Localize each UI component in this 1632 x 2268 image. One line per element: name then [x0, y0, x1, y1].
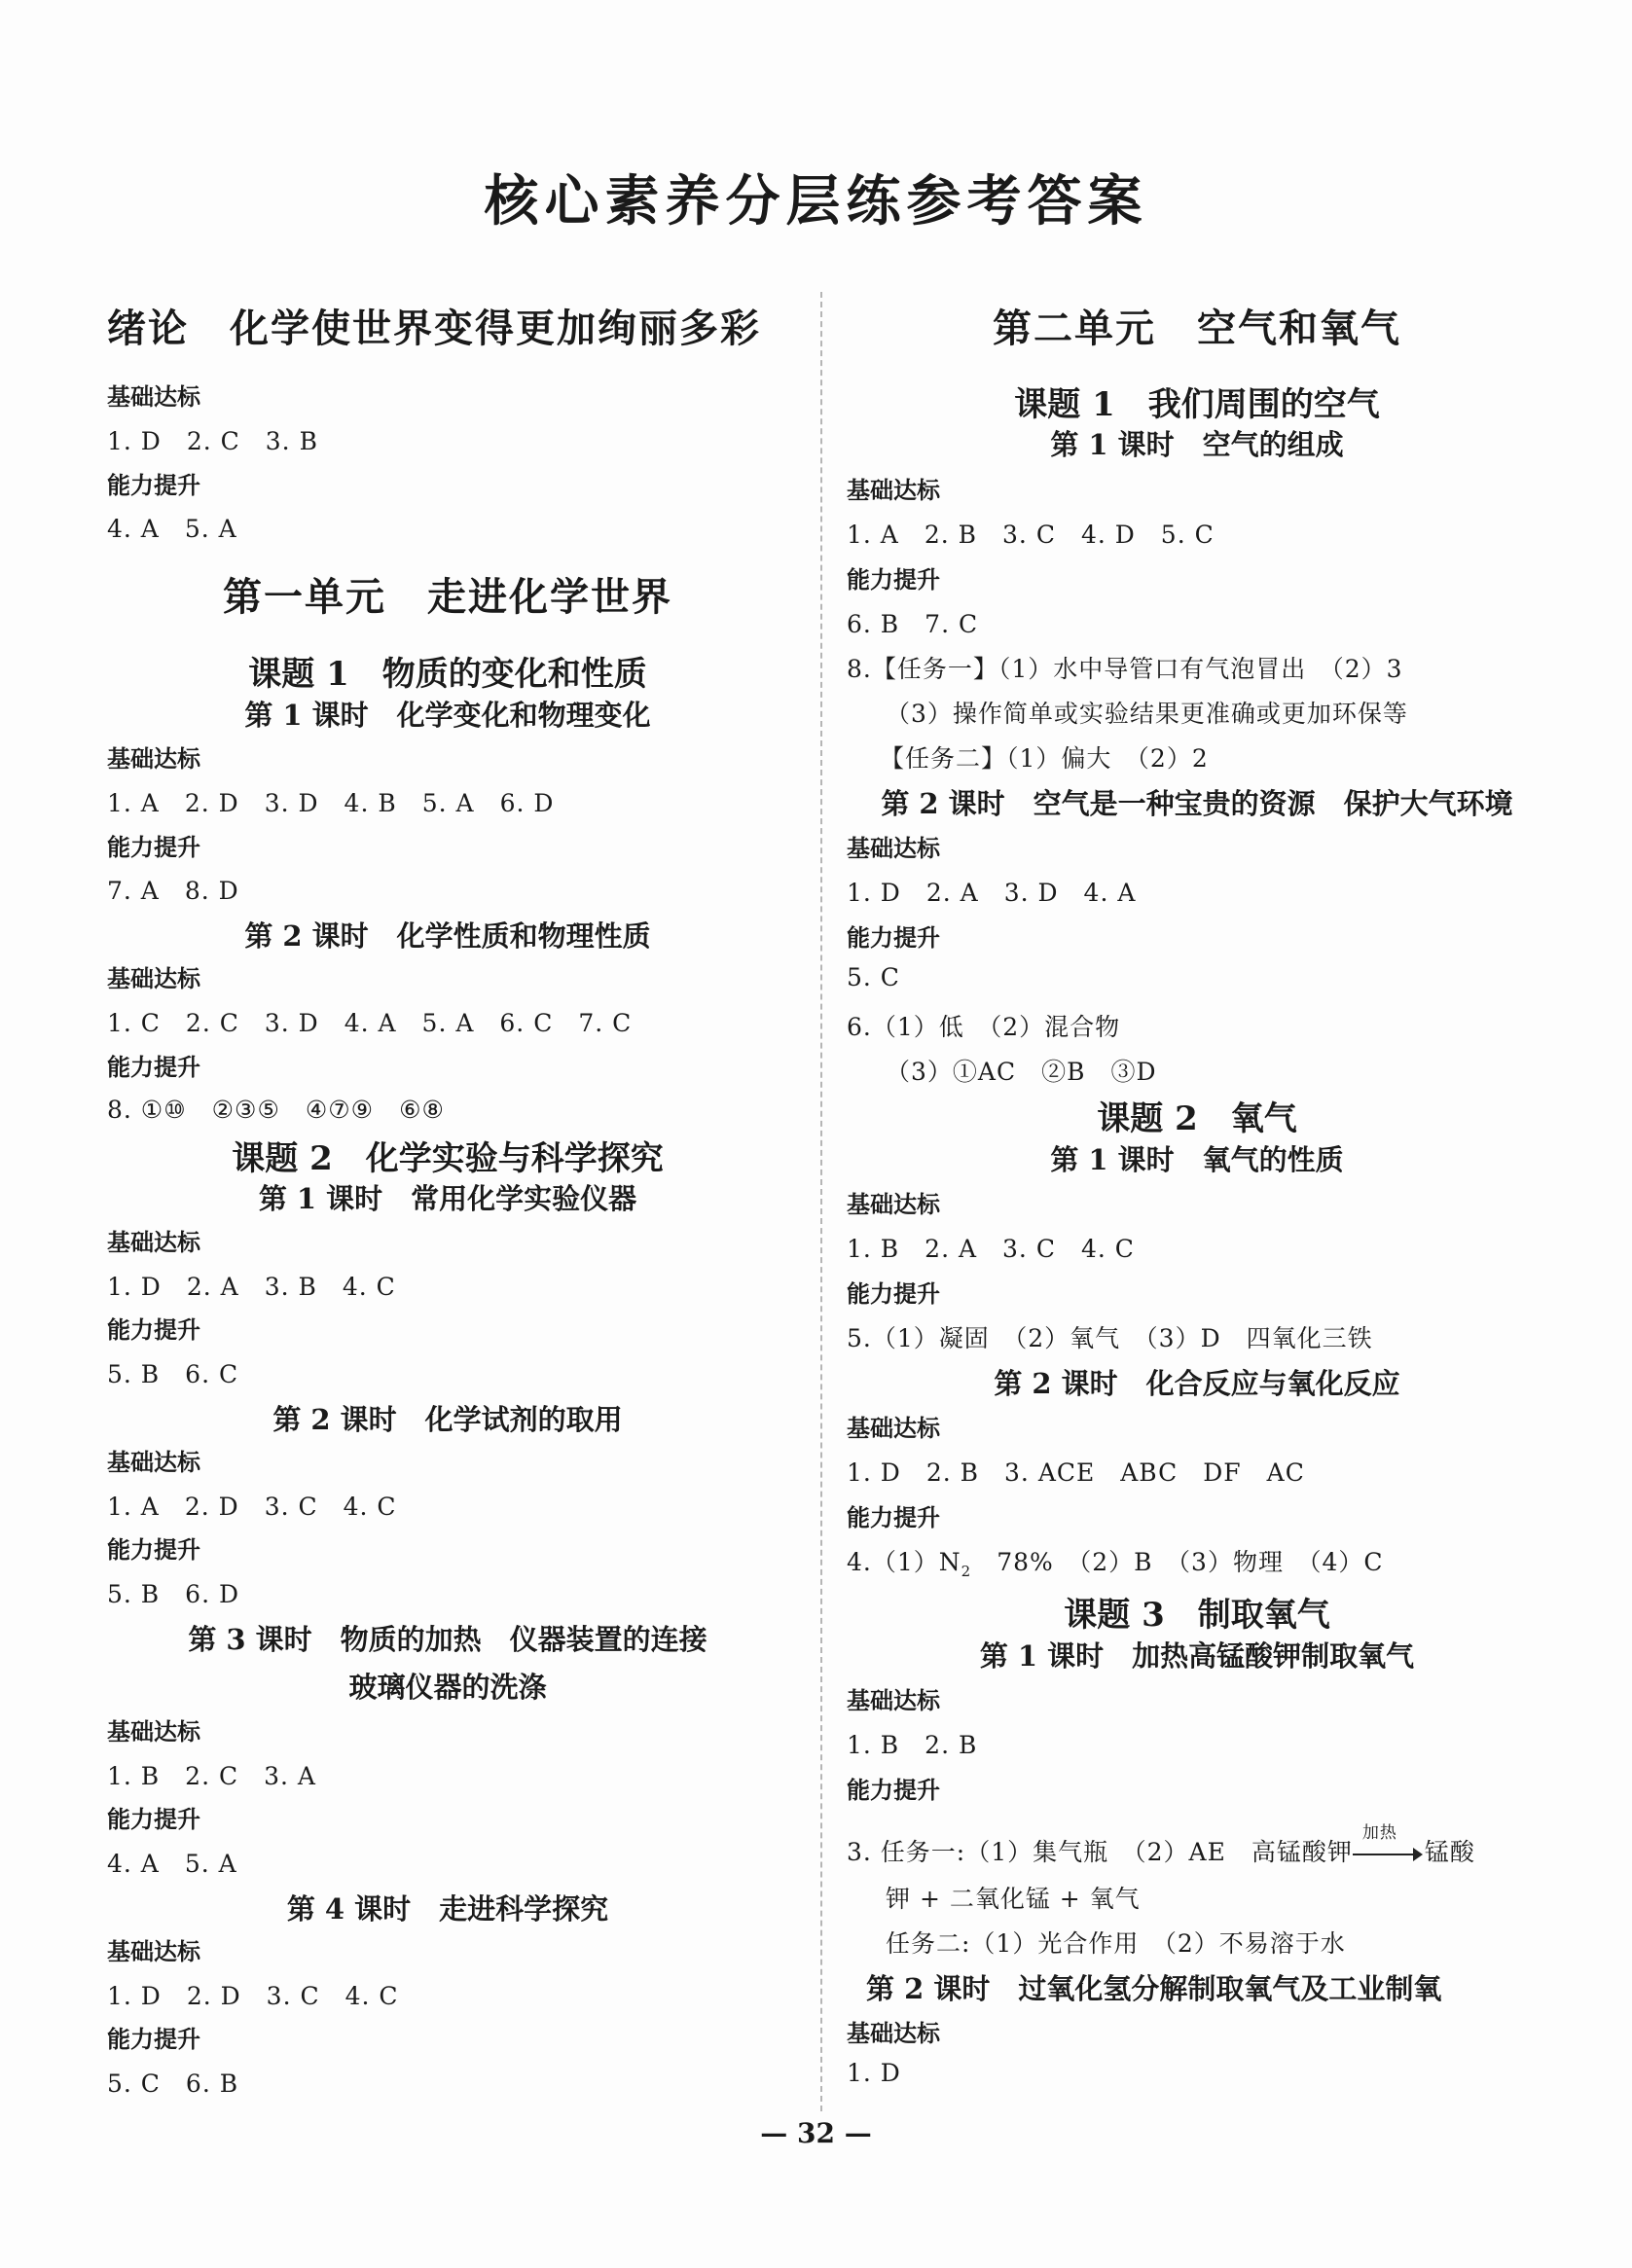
basic-label: 基础达标 [847, 1191, 940, 1218]
answer-line: 1. D [847, 2059, 901, 2087]
answer-line: 【任务二】（1）偏大 （2）2 [880, 744, 1209, 773]
page-title: 核心素养分层练参考答案 [484, 169, 1148, 234]
lesson-heading: 第 2 课时 化学试剂的取用 [272, 1403, 623, 1436]
reaction-arrow-icon [1353, 1822, 1425, 1865]
basic-label: 基础达标 [847, 1687, 940, 1714]
advanced-label: 能力提升 [847, 1777, 940, 1804]
lesson-heading: 第 1 课时 加热高锰酸钾制取氧气 [979, 1639, 1415, 1673]
advanced-label: 能力提升 [107, 1316, 200, 1344]
advanced-label: 能力提升 [847, 1280, 940, 1308]
advanced-label: 能力提升 [107, 472, 200, 499]
topic-heading: 课题 2 化学实验与科学探究 [232, 1139, 664, 1178]
lesson-heading: 第 3 课时 物质的加热 仪器装置的连接 [188, 1623, 707, 1656]
lesson-heading: 第 2 课时 过氧化氢分解制取氧气及工业制氧 [866, 1972, 1442, 2005]
basic-label: 基础达标 [107, 965, 200, 992]
answer-line: 1. B 2. C 3. A [107, 1762, 316, 1790]
answer-line: 6. B 7. C [847, 610, 979, 638]
advanced-label: 能力提升 [107, 1536, 200, 1564]
answer-line: 7. A 8. D [107, 877, 239, 905]
answer-line: 1. A 2. D 3. D 4. B 5. A 6. D [107, 789, 555, 817]
basic-label: 基础达标 [107, 1229, 200, 1256]
basic-label: 基础达标 [847, 477, 940, 504]
topic-heading: 课题 1 我们周围的空气 [1014, 385, 1380, 424]
lesson-heading: 第 2 课时 化合反应与氧化反应 [994, 1367, 1400, 1400]
topic-heading: 课题 3 制取氧气 [1064, 1596, 1330, 1635]
answer-line: 8. ①⑩ ②③⑤ ④⑦⑨ ⑥⑧ [107, 1096, 445, 1124]
advanced-label: 能力提升 [107, 834, 200, 861]
lesson-heading: 第 1 课时 氧气的性质 [1050, 1143, 1344, 1176]
advanced-label: 能力提升 [107, 1054, 200, 1081]
advanced-label: 能力提升 [847, 1504, 940, 1531]
answer-prefix: 3. 任务一:（1）集气瓶 （2）AE 高锰酸钾 [847, 1838, 1353, 1866]
basic-label: 基础达标 [107, 745, 200, 773]
answer-line: 1. A 2. B 3. C 4. D 5. C [847, 521, 1215, 549]
advanced-label: 能力提升 [107, 1806, 200, 1833]
lesson-heading: 第 2 课时 化学性质和物理性质 [244, 919, 651, 953]
advanced-label: 能力提升 [847, 566, 940, 594]
answer-line: 5. C 6. B [107, 2070, 239, 2098]
basic-label: 基础达标 [847, 2020, 940, 2047]
answer-line: 8.【任务一】（1）水中导管口有气泡冒出 （2）3 [847, 655, 1403, 683]
page-number: — 32 — [760, 2117, 872, 2149]
basic-label: 基础达标 [107, 1938, 200, 1965]
basic-label: 基础达标 [107, 1718, 200, 1746]
answer-line: 1. D 2. D 3. C 4. C [107, 1982, 399, 2010]
column-divider [820, 292, 822, 2111]
answer-line [847, 1543, 1383, 1580]
answer-rest: 锰酸 [1424, 1838, 1475, 1866]
arrow-condition: 加热 [1361, 1822, 1397, 1843]
answer-line: 钾 + 二氧化锰 + 氧气 [886, 1885, 1141, 1913]
answer-line: 1. D 2. B 3. ACE ABC DF AC [847, 1458, 1305, 1487]
answer-line: 5. C [847, 963, 900, 991]
advanced-label: 能力提升 [107, 2026, 200, 2053]
basic-label: 基础达标 [847, 835, 940, 862]
answer-line: 5. B 6. D [107, 1580, 240, 1608]
unit-heading: 第一单元 走进化学世界 [223, 574, 672, 620]
lesson-heading: 第 1 课时 化学变化和物理变化 [244, 699, 651, 732]
answer-line: （3）操作简单或实验结果更准确或更加环保等 [886, 700, 1408, 728]
answer-line: 1. D 2. A 3. B 4. C [107, 1273, 396, 1301]
answer-line [847, 1822, 1475, 1868]
answer-rest: 78% （2）B （3）物理 （4）C [971, 1548, 1384, 1576]
lesson-heading: 第 1 课时 空气的组成 [1050, 428, 1344, 461]
answer-line: 1. D 2. A 3. D 4. A [847, 879, 1137, 907]
answer-prefix: 4.（1）N [847, 1548, 961, 1576]
answer-line: 5. B 6. C [107, 1360, 239, 1388]
lesson-heading: 第 4 课时 走进科学探究 [286, 1892, 609, 1926]
basic-label: 基础达标 [107, 383, 200, 411]
answer-line: 1. D 2. C 3. B [107, 427, 318, 455]
subscript: 2 [961, 1563, 972, 1580]
answer-line: 1. B 2. A 3. C 4. C [847, 1235, 1135, 1263]
answer-line: 4. A 5. A [107, 515, 237, 543]
intro-heading: 绪论 化学使世界变得更加绚丽多彩 [107, 306, 761, 351]
answer-line: 1. A 2. D 3. C 4. C [107, 1493, 397, 1521]
advanced-label: 能力提升 [847, 924, 940, 952]
unit-heading: 第二单元 空气和氧气 [993, 306, 1401, 351]
basic-label: 基础达标 [847, 1415, 940, 1442]
answer-line: 5.（1）凝固 （2）氧气 （3）D 四氧化三铁 [847, 1324, 1373, 1352]
topic-heading: 课题 2 氧气 [1097, 1099, 1297, 1138]
answer-line: 6.（1）低 （2）混合物 [847, 1013, 1121, 1041]
lesson-heading: 第 1 课时 常用化学实验仪器 [258, 1182, 637, 1215]
basic-label: 基础达标 [107, 1449, 200, 1476]
lesson-heading: 第 2 课时 空气是一种宝贵的资源 保护大气环境 [881, 787, 1513, 820]
lesson-heading-cont: 玻璃仪器的洗涤 [348, 1671, 547, 1704]
answer-line: 1. B 2. B [847, 1731, 978, 1759]
topic-heading: 课题 1 物质的变化和性质 [248, 655, 647, 694]
answer-line: 4. A 5. A [107, 1850, 237, 1878]
answer-line: （3）①AC ②B ③D [886, 1058, 1157, 1086]
answer-line: 1. C 2. C 3. D 4. A 5. A 6. C 7. C [107, 1009, 633, 1037]
answer-line: 任务二:（1）光合作用 （2）不易溶于水 [886, 1929, 1346, 1958]
